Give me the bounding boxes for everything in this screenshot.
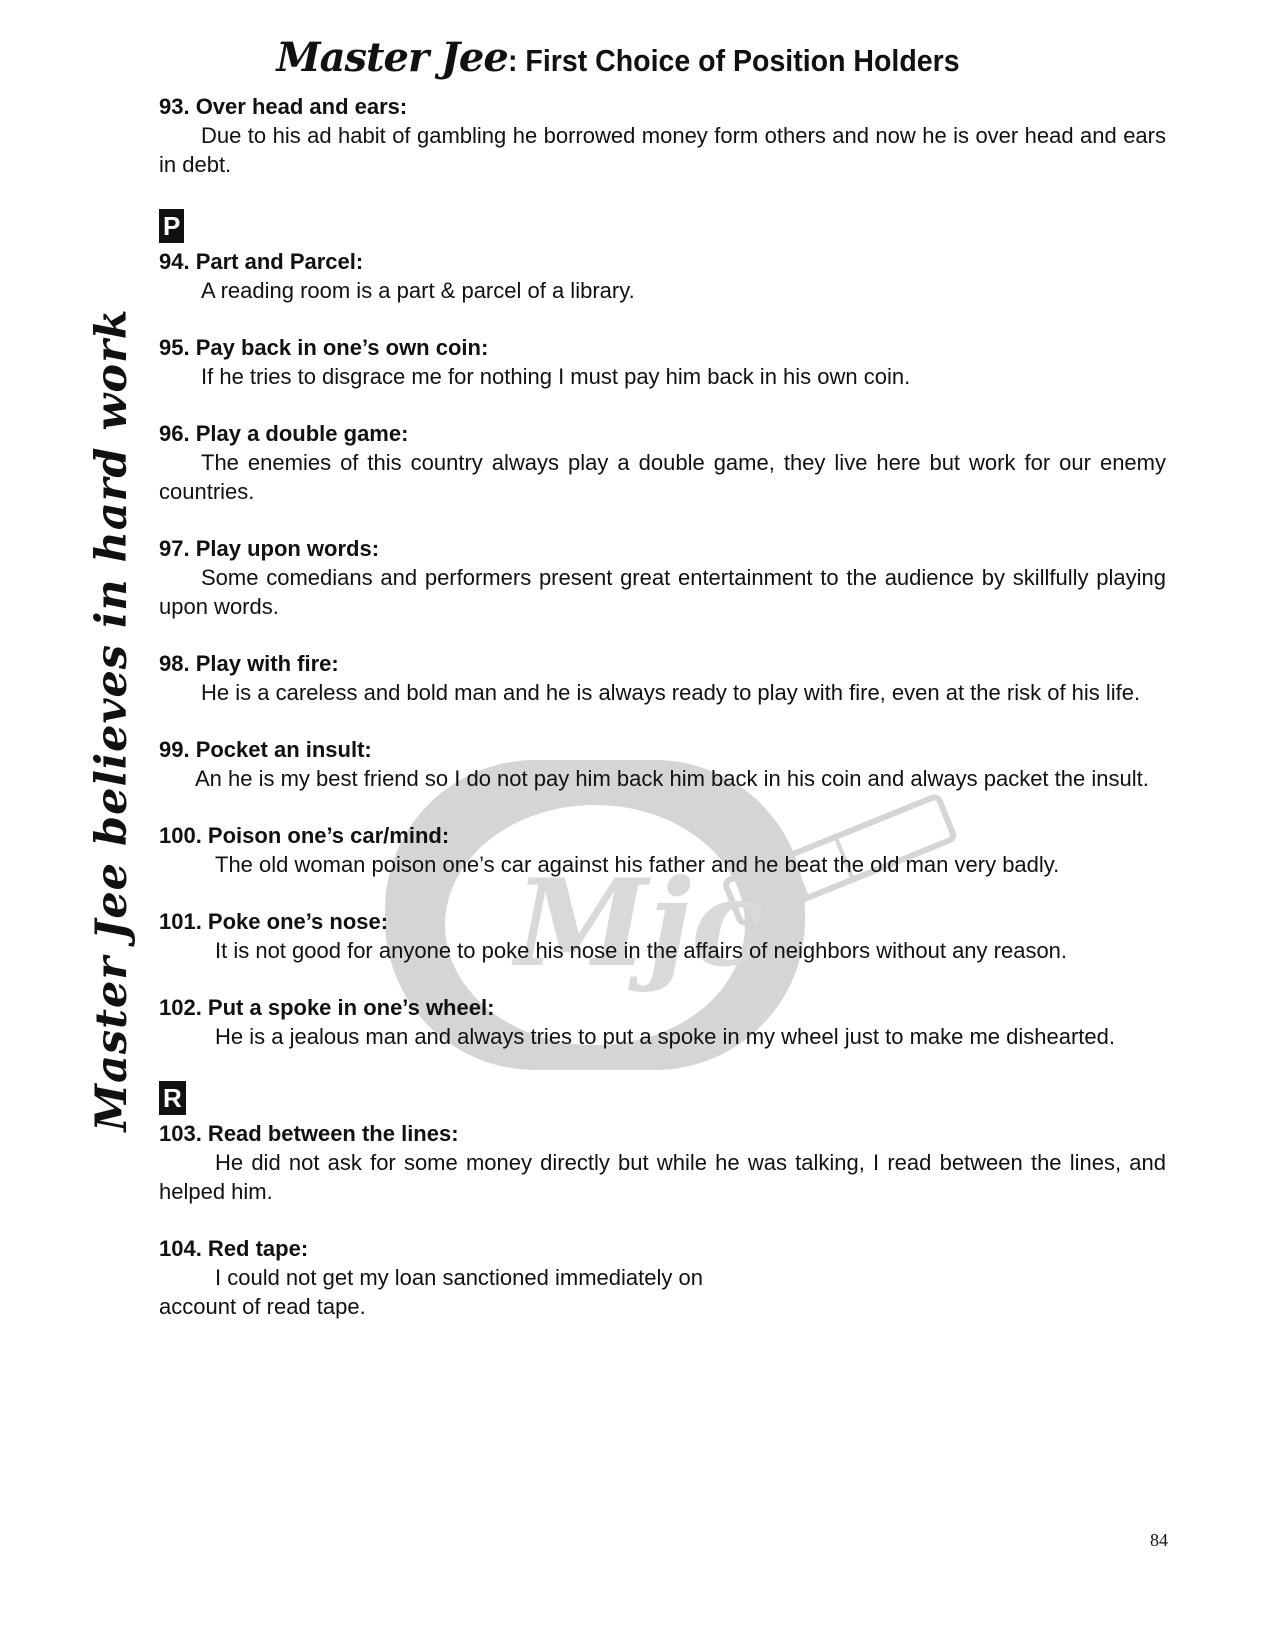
idiom-title: 100. Poison one’s car/mind: <box>159 823 450 848</box>
idiom-example-line-1: I could not get my loan sanctioned immediately on <box>215 1265 703 1290</box>
idiom-example: The enemies of this country always play a double game, they live here but work for our enemy countries. <box>159 450 1166 504</box>
idiom-title: 93. Over head and ears: <box>159 94 408 119</box>
idiom-title: 95. Pay back in one’s own coin: <box>159 335 489 360</box>
idiom-entry <box>159 907 1166 965</box>
idiom-example: It is not good for anyone to poke his nose in the affairs of neighbors without any reason. <box>215 938 1068 963</box>
idiom-example: A reading room is a part & parcel of a library. <box>201 278 635 303</box>
idiom-entry <box>159 247 1166 305</box>
idiom-title: 99. Pocket an insult: <box>159 737 372 762</box>
idiom-entry <box>159 92 1166 179</box>
brand-tagline: : First Choice of Position Holders <box>507 43 960 78</box>
section-letter-r: R <box>159 1081 186 1115</box>
idiom-title: 103. Read between the lines: <box>159 1121 459 1146</box>
idiom-entry <box>159 993 1166 1051</box>
idiom-entry <box>159 419 1166 506</box>
page-number: 84 <box>1150 1530 1168 1550</box>
idiom-title: 98. Play with fire: <box>159 651 339 676</box>
idiom-title: 104. Red tape: <box>159 1236 309 1261</box>
idiom-entry <box>159 1119 1166 1206</box>
idiom-example: He did not ask for some money directly but while he was talking, I read between the lines, and helped him. <box>159 1150 1166 1204</box>
idiom-title: 101. Poke one’s nose: <box>159 909 389 934</box>
idiom-example: He is a careless and bold man and he is always ready to play with fire, even at the risk of his life. <box>201 680 1141 705</box>
idiom-entry <box>159 649 1166 707</box>
idiom-entry <box>159 1234 1166 1321</box>
brand-name: Master Jee <box>276 34 508 81</box>
idiom-example: An he is my best friend so I do not pay him back him back in his coin and always packet the insult. <box>195 766 1149 791</box>
idiom-title: 94. Part and Parcel: <box>159 249 364 274</box>
idiom-example: Some comedians and performers present great entertainment to the audience by skillfully playing upon words. <box>159 565 1166 619</box>
idiom-title: 97. Play upon words: <box>159 536 380 561</box>
idiom-example: He is a jealous man and always tries to put a spoke in my wheel just to make me dishearted. <box>215 1024 1116 1049</box>
idiom-example: Due to his ad habit of gambling he borrowed money form others and now he is over head and ears in debt. <box>159 123 1166 177</box>
idiom-entry <box>159 735 1166 793</box>
idiom-list <box>159 92 1166 1349</box>
idiom-entry <box>159 333 1166 391</box>
idiom-title: 96. Play a double game: <box>159 421 409 446</box>
side-motto: Master Jee believes in hard work <box>87 308 137 1132</box>
idiom-entry <box>159 821 1166 879</box>
idiom-entry <box>159 534 1166 621</box>
page-header <box>0 34 1275 81</box>
watermark-letters: Mjc <box>515 853 765 994</box>
section-letter-p: P <box>159 209 184 243</box>
idiom-example-line-2: account of read tape. <box>159 1294 366 1319</box>
idiom-example: The old woman poison one’s car against his father and he beat the old man very badly. <box>215 852 1060 877</box>
idiom-title: 102. Put a spoke in one’s wheel: <box>159 995 495 1020</box>
idiom-example: If he tries to disgrace me for nothing I must pay him back in his own coin. <box>201 364 911 389</box>
